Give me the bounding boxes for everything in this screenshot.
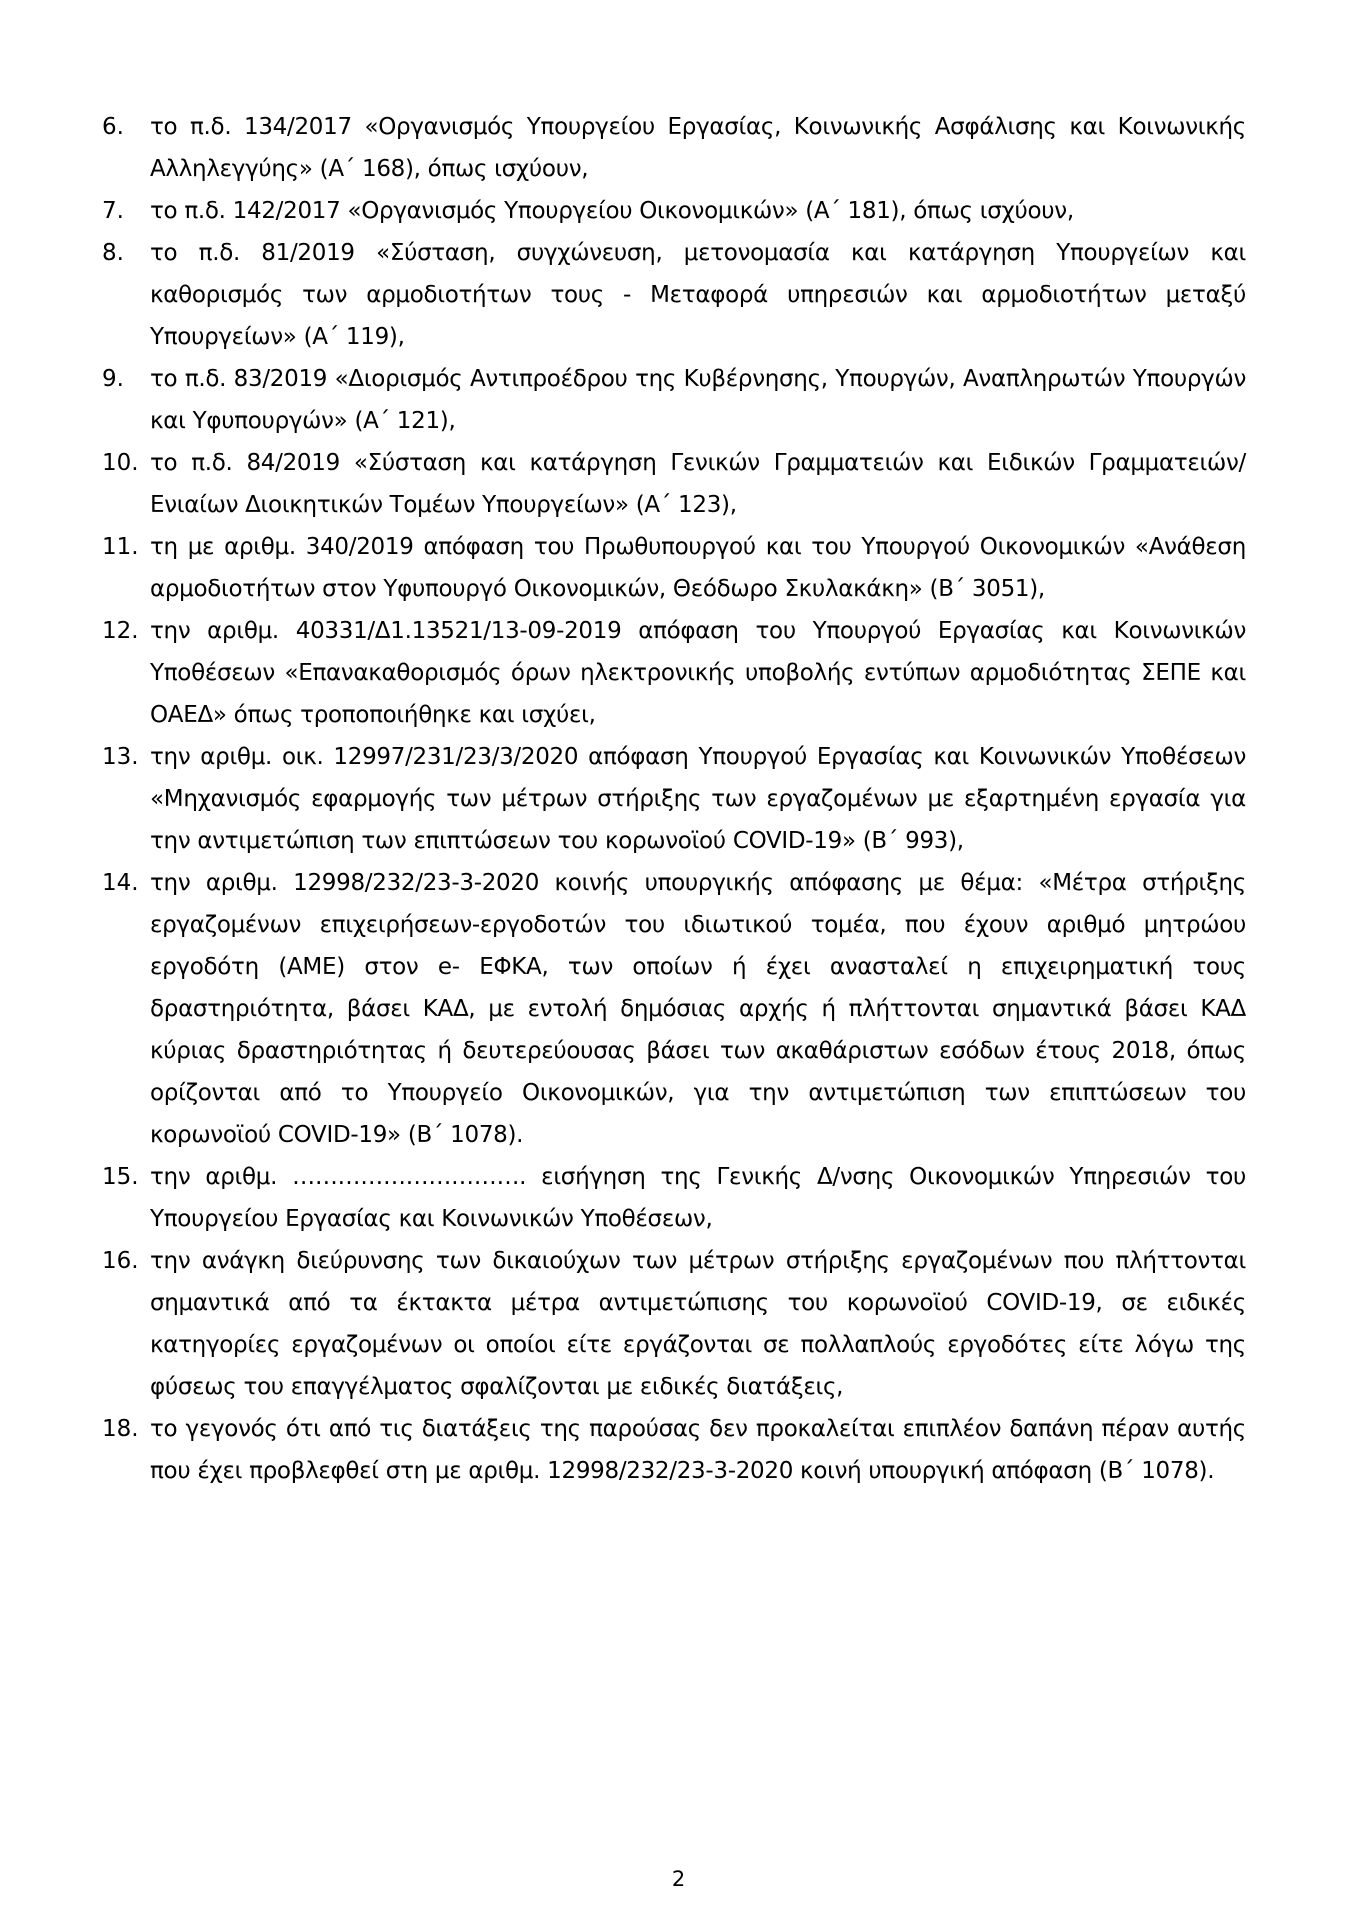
item-number: 13. <box>102 744 139 770</box>
item-text: την αριθμ. …………………………. εισήγηση της Γενικής Δ/νσης Οικονομικών Υπηρεσιών του Υπουργείου Εργασίας και Κοινωνικών Υποθέσεων, <box>150 1164 1246 1232</box>
list-item <box>102 736 1246 862</box>
list-item <box>102 610 1246 736</box>
list-item <box>102 358 1246 442</box>
item-text: το π.δ. 81/2019 «Σύσταση, συγχώνευση, μετονομασία και κατάργηση Υπουργείων και καθορισμός των αρμοδιοτήτων τους - Μεταφορά υπηρεσιών και αρμοδιοτήτων μεταξύ Υπουργείων» (Α΄ 119), <box>150 240 1246 350</box>
list-item <box>102 190 1246 232</box>
item-text: το π.δ. 134/2017 «Οργανισμός Υπουργείου Εργασίας, Κοινωνικής Ασφάλισης και Κοινωνικής Αλληλεγγύης» (Α΄ 168), όπως ισχύουν, <box>150 114 1246 182</box>
item-number: 10. <box>102 450 139 476</box>
item-number: 9. <box>102 366 124 392</box>
item-number: 15. <box>102 1164 139 1190</box>
item-number: 7. <box>102 198 124 224</box>
item-number: 11. <box>102 534 139 560</box>
item-number: 16. <box>102 1248 139 1274</box>
list-item <box>102 526 1246 610</box>
item-text: το π.δ. 84/2019 «Σύσταση και κατάργηση Γενικών Γραμματειών και Ειδικών Γραμματειών/Ενιαίων Διοικητικών Τομέων Υπουργείων» (Α΄ 123), <box>150 450 1246 518</box>
item-text: τη με αριθμ. 340/2019 απόφαση του Πρωθυπουργού και του Υπουργού Οικονομικών «Ανάθεση αρμοδιοτήτων στον Υφυπουργό Οικονομικών, Θεόδωρο Σκυλακάκη» (Β΄ 3051), <box>150 534 1246 602</box>
item-number: 18. <box>102 1416 139 1442</box>
item-text: την αριθμ. 40331/Δ1.13521/13-09-2019 απόφαση του Υπουργού Εργασίας και Κοινωνικών Υποθέσεων «Επανακαθορισμός όρων ηλεκτρονικής υποβολής εντύπων αρμοδιότητας ΣΕΠΕ και ΟΑΕΔ» όπως τροποποιήθηκε και ισχύει, <box>150 618 1246 728</box>
item-number: 14. <box>102 870 139 896</box>
item-number: 8. <box>102 240 124 266</box>
list-item <box>102 442 1246 526</box>
item-text: την αριθμ. 12998/232/23-3-2020 κοινής υπουργικής απόφασης με θέμα: «Μέτρα στήριξης εργαζομένων επιχειρήσεων-εργοδοτών του ιδιωτικού τομέα, που έχουν αριθμό μητρώου εργοδότη (ΑΜΕ) στον e- ΕΦΚΑ, των οποίων ή έχει ανασταλεί η επιχειρηματική τους δραστηριότητα, βάσει ΚΑΔ, με εντολή δημόσιας αρχής ή πλήττονται σημαντικά βάσει ΚΑΔ κύριας δραστηριότητας ή δευτερεύουσας βάσει των ακαθάριστων εσόδων έτους 2018, όπως ορίζονται από το Υπουργείο Οικονομικών, για την αντιμετώπιση των επιπτώσεων του κορωνοϊού COVID-19» (Β΄ 1078). <box>150 870 1246 1148</box>
list-item <box>102 106 1246 190</box>
list-item <box>102 862 1246 1156</box>
list-item <box>102 1156 1246 1240</box>
item-text: το π.δ. 83/2019 «Διορισμός Αντιπροέδρου της Κυβέρνησης, Υπουργών, Αναπληρωτών Υπουργών και Υφυπουργών» (Α΄ 121), <box>150 366 1246 434</box>
item-text: την αριθμ. οικ. 12997/231/23/3/2020 απόφαση Υπουργού Εργασίας και Κοινωνικών Υποθέσεων «Μηχανισμός εφαρμογής των μέτρων στήριξης των εργαζομένων με εξαρτημένη εργασία για την αντιμετώπιση των επιπτώσεων του κορωνοϊού COVID-19» (Β΄ 993), <box>150 744 1246 854</box>
list-item <box>102 1408 1246 1492</box>
item-text: το γεγονός ότι από τις διατάξεις της παρούσας δεν προκαλείται επιπλέον δαπάνη πέραν αυτής που έχει προβλεφθεί στη με αριθμ. 12998/232/23-3-2020 κοινή υπουργική απόφαση (Β΄ 1078). <box>150 1416 1246 1484</box>
item-text: το π.δ. 142/2017 «Οργανισμός Υπουργείου Οικονομικών» (Α΄ 181), όπως ισχύουν, <box>150 198 1074 224</box>
item-number: 6. <box>102 114 124 140</box>
list-item <box>102 232 1246 358</box>
document-body <box>102 106 1246 1492</box>
item-text: την ανάγκη διεύρυνσης των δικαιούχων των μέτρων στήριξης εργαζομένων που πλήττονται σημαντικά από τα έκτακτα μέτρα αντιμετώπισης του κορωνοϊού COVID-19, σε ειδικές κατηγορίες εργαζομένων οι οποίοι είτε εργάζονται σε πολλαπλούς εργοδότες είτε λόγω της φύσεως του επαγγέλματος σφαλίζονται με ειδικές διατάξεις, <box>150 1248 1246 1400</box>
item-number: 12. <box>102 618 139 644</box>
page-number: 2 <box>671 1867 686 1891</box>
list-item <box>102 1240 1246 1408</box>
